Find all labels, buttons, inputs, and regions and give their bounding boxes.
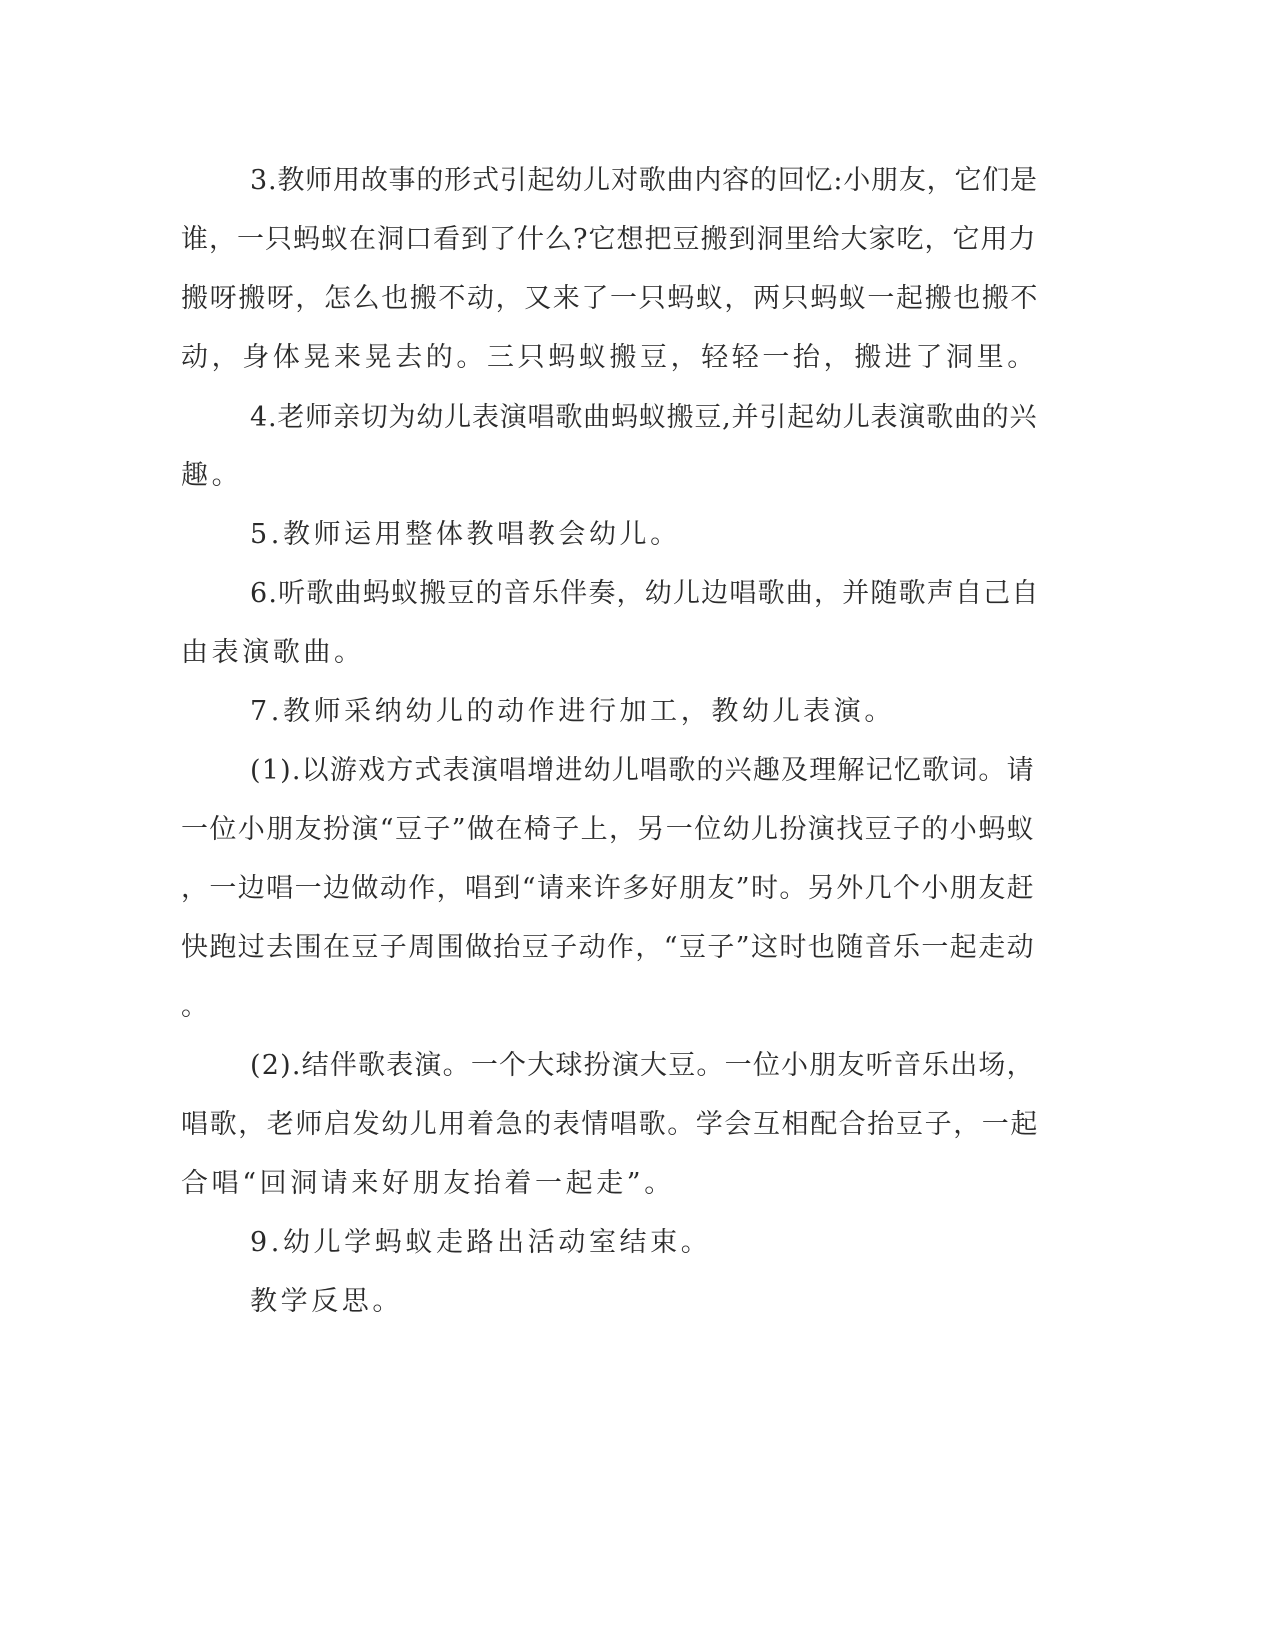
paragraph-4-line-2: 趣。 bbox=[181, 460, 243, 491]
paragraph-7-1-line-4: 快跑过去围在豆子周围做抬豆子动作，“豆子”这时也随音乐一起走动 bbox=[181, 932, 1036, 963]
reflection-heading: 教学反思。 bbox=[250, 1286, 403, 1317]
paragraph-7-1-line-1: (1).以游戏方式表演唱增进幼儿唱歌的兴趣及理解记忆歌词。请 bbox=[250, 755, 1035, 786]
paragraph-3-line-4: 动，身体晃来晃去的。三只蚂蚁搬豆，轻轻一抬，搬进了洞里。 bbox=[181, 342, 1038, 373]
paragraph-7-1-line-5: 。 bbox=[181, 991, 212, 1022]
paragraph-7-2-line-3: 合唱“回洞请来好朋友抬着一起走”。 bbox=[181, 1168, 675, 1199]
paragraph-6-line-1: 6.听歌曲蚂蚁搬豆的音乐伴奏，幼儿边唱歌曲，并随歌声自己自 bbox=[250, 578, 1040, 609]
paragraph-7-line-1: 7.教师采纳幼儿的动作进行加工，教幼儿表演。 bbox=[250, 696, 895, 727]
paragraph-4-line-1: 4.老师亲切为幼儿表演唱歌曲蚂蚁搬豆,并引起幼儿表演歌曲的兴 bbox=[250, 402, 1038, 433]
paragraph-7-2-line-1: (2).结伴歌表演。一个大球扮演大豆。一位小朋友听音乐出场， bbox=[250, 1050, 1035, 1081]
paragraph-3-line-3: 搬呀搬呀，怎么也搬不动，又来了一只蚂蚁，两只蚂蚁一起搬也搬不 bbox=[181, 283, 1039, 314]
paragraph-7-2-line-2: 唱歌，老师启发幼儿用着急的表情唱歌。学会互相配合抬豆子，一起 bbox=[181, 1109, 1039, 1140]
paragraph-9-line-1: 9.幼儿学蚂蚁走路出活动室结束。 bbox=[250, 1227, 712, 1258]
paragraph-6-line-2: 由表演歌曲。 bbox=[181, 637, 365, 668]
paragraph-7-1-line-2: 一位小朋友扮演“豆子”做在椅子上，另一位幼儿扮演找豆子的小蚂蚁 bbox=[181, 814, 1036, 845]
paragraph-3-line-2: 谁，一只蚂蚁在洞口看到了什么?它想把豆搬到洞里给大家吃，它用力 bbox=[181, 224, 1037, 255]
paragraph-3-line-1: 3.教师用故事的形式引起幼儿对歌曲内容的回忆:小朋友，它们是 bbox=[250, 165, 1038, 196]
paragraph-7-1-line-3: ，一边唱一边做动作，唱到“请来许多好朋友”时。另外几个小朋友赶 bbox=[181, 873, 1036, 904]
paragraph-5-line-1: 5.教师运用整体教唱教会幼儿。 bbox=[250, 519, 681, 550]
